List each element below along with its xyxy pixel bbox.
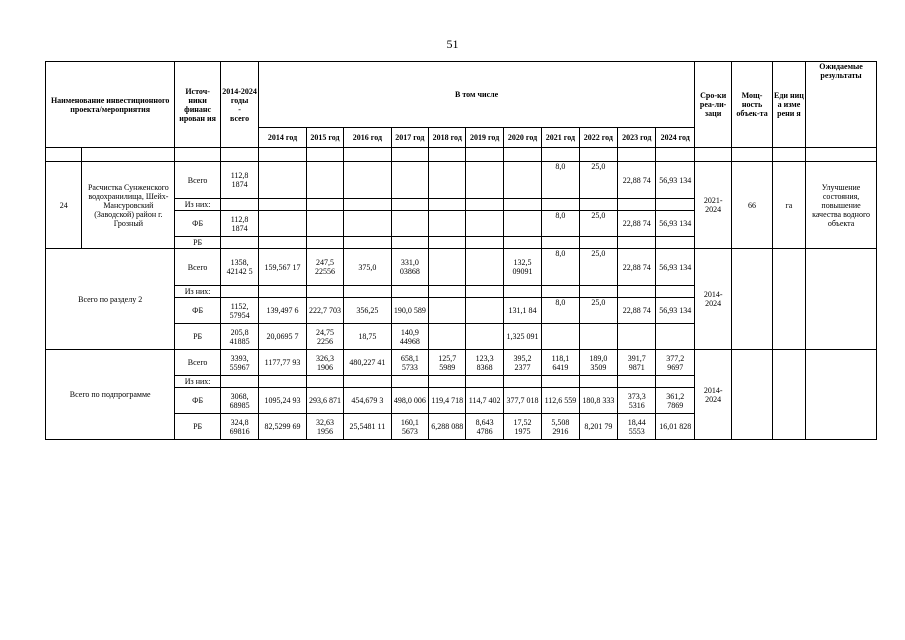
year-value-cell xyxy=(466,376,503,388)
year-value-cell xyxy=(344,376,392,388)
capacity-cell: 66 xyxy=(732,162,772,249)
year-value-cell: 326,3 1906 xyxy=(306,350,343,376)
year-value-cell: 24,75 2256 xyxy=(306,324,343,350)
year-value-cell: 1095,24 93 xyxy=(259,388,307,414)
total-cell xyxy=(220,237,258,249)
year-value-cell xyxy=(656,376,695,388)
year-value-cell: 119,4 718 xyxy=(429,388,466,414)
year-value-cell: 25,0 xyxy=(579,298,617,324)
header-total-dash: - xyxy=(238,104,241,114)
year-value-cell: 123,3 8368 xyxy=(466,350,503,376)
year-value-cell: 17,52 1975 xyxy=(503,414,541,440)
year-value-cell: 222,7 703 xyxy=(306,298,343,324)
sub-cell xyxy=(503,148,541,162)
year-value-cell: 189,0 3509 xyxy=(579,350,617,376)
year-value-cell: 8,0 xyxy=(542,211,579,237)
source-cell: Всего xyxy=(175,249,220,286)
year-value-cell: 22,88 74 xyxy=(618,298,656,324)
year-value-cell: 25,0 xyxy=(579,162,617,199)
year-value-cell: 56,93 134 xyxy=(656,298,695,324)
year-value-cell xyxy=(542,286,579,298)
sub-cell xyxy=(732,148,772,162)
year-value-cell xyxy=(429,211,466,237)
year-value-cell: 139,497 6 xyxy=(259,298,307,324)
year-value-cell: 247,5 22556 xyxy=(306,249,343,286)
total-cell: 205,8 41885 xyxy=(220,324,258,350)
year-value-cell: 18,44 5553 xyxy=(618,414,656,440)
header-in-that-number: В том числе xyxy=(259,62,695,128)
year-value-cell xyxy=(306,211,343,237)
empty-cell xyxy=(806,350,877,440)
year-value-cell: 658,1 5733 xyxy=(391,350,428,376)
year-value-cell: 56,93 134 xyxy=(656,249,695,286)
year-value-cell: 391,7 9871 xyxy=(618,350,656,376)
unit-cell: га xyxy=(772,162,805,249)
sub-cell xyxy=(429,148,466,162)
header-source: Источ-ники финанс ирован ия xyxy=(175,62,220,148)
year-value-cell xyxy=(542,237,579,249)
source-cell: РБ xyxy=(175,324,220,350)
group-label: Всего по подпрограмме xyxy=(46,350,175,440)
year-value-cell xyxy=(391,237,428,249)
year-value-cell: 56,93 134 xyxy=(656,211,695,237)
year-value-cell xyxy=(429,199,466,211)
year-value-cell xyxy=(429,324,466,350)
source-cell: РБ xyxy=(175,414,220,440)
year-value-cell xyxy=(344,199,392,211)
year-value-cell xyxy=(618,199,656,211)
year-value-cell: 25,5481 11 xyxy=(344,414,392,440)
year-header: 2022 год xyxy=(579,128,617,148)
year-value-cell xyxy=(542,324,579,350)
year-value-cell: 498,0 006 xyxy=(391,388,428,414)
year-value-cell: 25,0 xyxy=(579,249,617,286)
year-value-cell xyxy=(503,199,541,211)
project-number: 24 xyxy=(46,162,82,249)
year-value-cell: 22,88 74 xyxy=(618,249,656,286)
source-cell: Из них: xyxy=(175,286,220,298)
year-header: 2016 год xyxy=(344,128,392,148)
year-value-cell xyxy=(466,162,503,199)
year-value-cell xyxy=(391,376,428,388)
sub-cell xyxy=(806,148,877,162)
year-value-cell: 373,3 5316 xyxy=(618,388,656,414)
header-row xyxy=(46,62,877,128)
total-cell: 1358, 42142 5 xyxy=(220,249,258,286)
source-cell: Из них: xyxy=(175,376,220,388)
year-value-cell: 132,5 09091 xyxy=(503,249,541,286)
year-value-cell xyxy=(306,376,343,388)
terms-cell: 2014-2024 xyxy=(694,249,731,350)
total-cell: 1152, 57954 xyxy=(220,298,258,324)
year-value-cell xyxy=(466,249,503,286)
year-header: 2017 год xyxy=(391,128,428,148)
results-cell: Улучшение состояния, повышение качества водного объекта xyxy=(806,162,877,249)
year-value-cell xyxy=(344,162,392,199)
year-value-cell xyxy=(503,211,541,237)
year-value-cell: 8,0 xyxy=(542,298,579,324)
year-value-cell xyxy=(656,199,695,211)
year-value-cell: 114,7 402 xyxy=(466,388,503,414)
header-total-years: 2014-2024 годы xyxy=(222,86,257,105)
year-value-cell: 16,01 828 xyxy=(656,414,695,440)
year-value-cell xyxy=(429,237,466,249)
year-value-cell xyxy=(259,286,307,298)
total-cell xyxy=(220,376,258,388)
year-value-cell: 18,75 xyxy=(344,324,392,350)
year-value-cell xyxy=(542,199,579,211)
year-value-cell: 82,5299 69 xyxy=(259,414,307,440)
year-value-cell: 131,1 84 xyxy=(503,298,541,324)
sub-cell xyxy=(618,148,656,162)
header-name: Наименование инвестиционного проекта/мероприятия xyxy=(46,62,175,148)
year-header: 2024 год xyxy=(656,128,695,148)
total-cell: 3393, 55967 xyxy=(220,350,258,376)
sub-cell xyxy=(656,148,695,162)
total-cell: 112,8 1874 xyxy=(220,211,258,237)
year-value-cell xyxy=(579,324,617,350)
year-header: 2023 год xyxy=(618,128,656,148)
year-value-cell: 356,25 xyxy=(344,298,392,324)
year-value-cell: 25,0 xyxy=(579,211,617,237)
year-value-cell xyxy=(391,199,428,211)
year-value-cell xyxy=(579,376,617,388)
sub-cell xyxy=(391,148,428,162)
year-header: 2015 год xyxy=(306,128,343,148)
header-terms: Сро-ки реа-ли-заци xyxy=(694,62,731,148)
year-value-cell: 8,643 4786 xyxy=(466,414,503,440)
year-value-cell: 32,63 1956 xyxy=(306,414,343,440)
year-value-cell xyxy=(503,286,541,298)
year-value-cell xyxy=(429,249,466,286)
year-value-cell xyxy=(259,237,307,249)
sub-cell xyxy=(344,148,392,162)
source-cell: Всего xyxy=(175,350,220,376)
year-value-cell xyxy=(429,376,466,388)
empty-cell xyxy=(806,249,877,350)
year-value-cell: 361,2 7869 xyxy=(656,388,695,414)
year-value-cell xyxy=(259,162,307,199)
year-value-cell xyxy=(503,376,541,388)
sub-cell xyxy=(46,148,82,162)
year-value-cell xyxy=(656,286,695,298)
sub-cell xyxy=(306,148,343,162)
blank-subheader-row xyxy=(46,148,877,162)
year-value-cell: 190,0 589 xyxy=(391,298,428,324)
sub-cell xyxy=(772,148,805,162)
year-value-cell: 5,508 2916 xyxy=(542,414,579,440)
year-value-cell xyxy=(618,376,656,388)
year-value-cell xyxy=(391,286,428,298)
year-value-cell: 8,201 79 xyxy=(579,414,617,440)
year-value-cell xyxy=(306,162,343,199)
year-header: 2021 год xyxy=(542,128,579,148)
source-cell: Из них: xyxy=(175,199,220,211)
year-value-cell: 454,679 3 xyxy=(344,388,392,414)
year-value-cell xyxy=(306,237,343,249)
year-value-cell: 180,8 333 xyxy=(579,388,617,414)
year-value-cell xyxy=(466,237,503,249)
total-cell xyxy=(220,199,258,211)
total-cell: 324,8 69816 xyxy=(220,414,258,440)
year-value-cell: 6,288 088 xyxy=(429,414,466,440)
year-value-cell: 395,2 2377 xyxy=(503,350,541,376)
year-value-cell: 22,88 74 xyxy=(618,162,656,199)
year-value-cell: 140,9 44968 xyxy=(391,324,428,350)
year-value-cell: 1,325 091 xyxy=(503,324,541,350)
table-row xyxy=(46,249,877,286)
year-value-cell xyxy=(429,162,466,199)
year-value-cell xyxy=(259,376,307,388)
sub-cell xyxy=(82,148,175,162)
header-results: Ожидаемые результаты xyxy=(806,62,877,148)
year-value-cell xyxy=(466,211,503,237)
year-value-cell xyxy=(429,298,466,324)
year-value-cell xyxy=(579,237,617,249)
table-row xyxy=(46,162,877,199)
year-header: 2018 год xyxy=(429,128,466,148)
empty-cell xyxy=(772,350,805,440)
year-value-cell: 377,7 018 xyxy=(503,388,541,414)
source-cell: ФБ xyxy=(175,388,220,414)
year-value-cell xyxy=(656,324,695,350)
year-value-cell: 160,1 5673 xyxy=(391,414,428,440)
year-header: 2014 год xyxy=(259,128,307,148)
year-value-cell xyxy=(391,162,428,199)
sub-cell xyxy=(542,148,579,162)
sub-cell xyxy=(579,148,617,162)
source-cell: Всего xyxy=(175,162,220,199)
group-label: Всего по разделу 2 xyxy=(46,249,175,350)
empty-cell xyxy=(732,350,772,440)
year-header: 2019 год xyxy=(466,128,503,148)
year-value-cell: 1177,77 93 xyxy=(259,350,307,376)
year-value-cell xyxy=(503,237,541,249)
year-value-cell xyxy=(306,199,343,211)
header-unit: Еди ниц а изме рени я xyxy=(772,62,805,148)
total-cell: 112,8 1874 xyxy=(220,162,258,199)
year-value-cell xyxy=(618,286,656,298)
total-cell: 3068, 68985 xyxy=(220,388,258,414)
year-value-cell xyxy=(579,286,617,298)
year-value-cell: 331,0 03868 xyxy=(391,249,428,286)
year-value-cell xyxy=(618,237,656,249)
terms-cell: 2021-2024 xyxy=(694,162,731,249)
year-value-cell: 125,7 5989 xyxy=(429,350,466,376)
year-header: 2020 год xyxy=(503,128,541,148)
year-value-cell: 8,0 xyxy=(542,162,579,199)
sub-cell xyxy=(220,148,258,162)
table-row xyxy=(46,350,877,376)
sub-cell xyxy=(259,148,307,162)
header-total xyxy=(220,62,258,148)
sub-cell xyxy=(175,148,220,162)
empty-cell xyxy=(772,249,805,350)
year-value-cell: 56,93 134 xyxy=(656,162,695,199)
year-value-cell: 375,0 xyxy=(344,249,392,286)
sub-cell xyxy=(694,148,731,162)
empty-cell xyxy=(732,249,772,350)
year-value-cell xyxy=(503,162,541,199)
year-value-cell: 8,0 xyxy=(542,249,579,286)
year-value-cell: 293,6 871 xyxy=(306,388,343,414)
year-value-cell xyxy=(466,298,503,324)
year-value-cell xyxy=(466,286,503,298)
year-value-cell xyxy=(656,237,695,249)
year-value-cell: 377,2 9697 xyxy=(656,350,695,376)
year-value-cell xyxy=(466,324,503,350)
source-cell: ФБ xyxy=(175,211,220,237)
year-value-cell: 118,1 6419 xyxy=(542,350,579,376)
page-number: 51 xyxy=(446,37,459,51)
total-cell xyxy=(220,286,258,298)
year-value-cell: 22,88 74 xyxy=(618,211,656,237)
sub-cell xyxy=(466,148,503,162)
year-value-cell xyxy=(344,237,392,249)
year-value-cell xyxy=(344,286,392,298)
year-value-cell xyxy=(259,211,307,237)
source-cell: ФБ xyxy=(175,298,220,324)
year-value-cell xyxy=(344,211,392,237)
header-total-all: всего xyxy=(230,113,250,123)
year-value-cell xyxy=(542,376,579,388)
year-value-cell xyxy=(306,286,343,298)
year-value-cell xyxy=(429,286,466,298)
year-value-cell xyxy=(259,199,307,211)
year-value-cell xyxy=(579,199,617,211)
project-name: Расчистка Сунженского водохранилища, Шейх-Мансуровский (Заводской) район г. Грозный xyxy=(82,162,175,249)
year-value-cell: 112,6 559 xyxy=(542,388,579,414)
year-value-cell: 20,0695 7 xyxy=(259,324,307,350)
year-value-cell xyxy=(391,211,428,237)
year-value-cell: 480,227 41 xyxy=(344,350,392,376)
year-value-cell xyxy=(618,324,656,350)
header-capacity: Мощ-ность объек-та xyxy=(732,62,772,148)
terms-cell: 2014-2024 xyxy=(694,350,731,440)
source-cell: РБ xyxy=(175,237,220,249)
year-value-cell: 159,567 17 xyxy=(259,249,307,286)
investment-table xyxy=(45,61,877,440)
year-value-cell xyxy=(466,199,503,211)
